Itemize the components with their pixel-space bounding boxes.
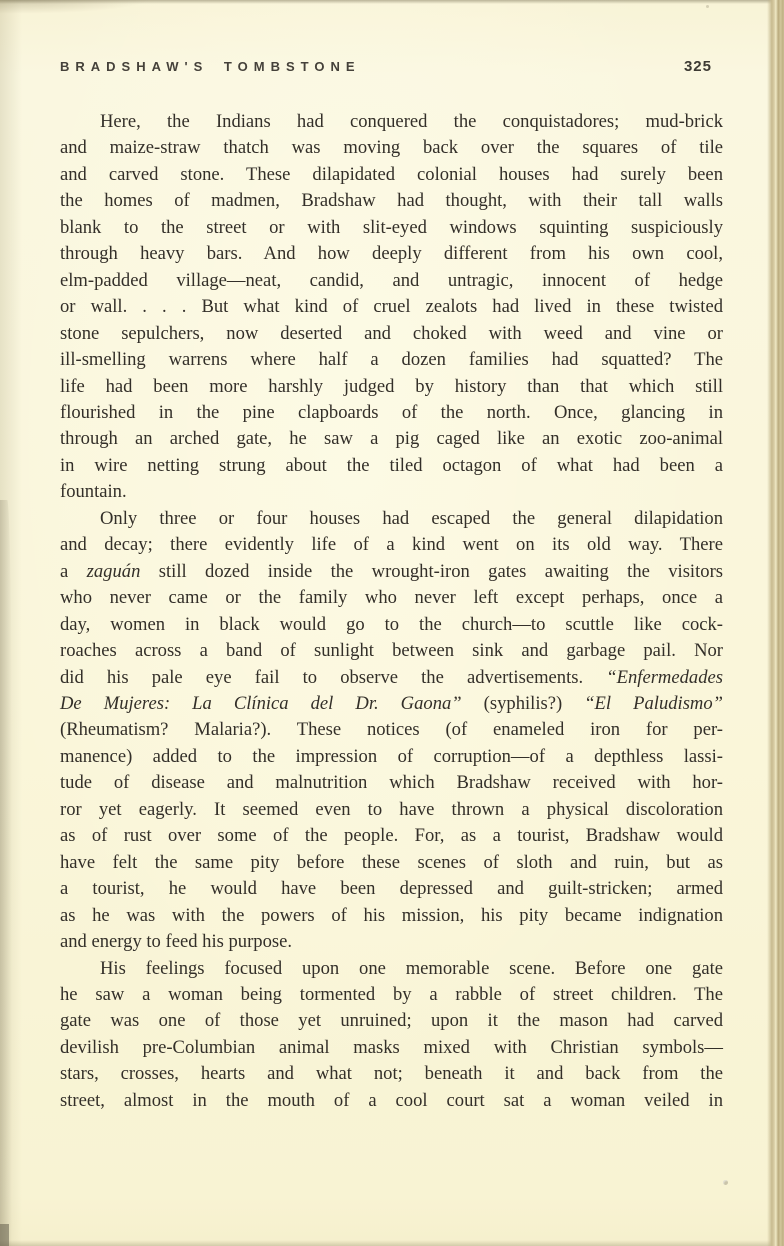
scan-speck bbox=[723, 1180, 728, 1185]
text-line bbox=[60, 744, 723, 770]
text-segment: and carved stone. These dilapidated colonial houses had surely been bbox=[60, 163, 723, 185]
text-line bbox=[60, 929, 723, 955]
text-segment: and decay; there evidently life of a kind went on its old way. There bbox=[60, 534, 723, 556]
text-line bbox=[60, 982, 723, 1008]
text-segment: and energy to feed his purpose. bbox=[60, 931, 293, 953]
text-segment: Here, the Indians had conquered the conquistadores; mud-brick bbox=[100, 111, 723, 132]
scan-speck bbox=[706, 5, 709, 8]
text-segment: fountain. bbox=[60, 481, 127, 503]
running-header bbox=[60, 58, 712, 75]
scan-corner-top-left bbox=[0, 0, 150, 14]
text-segment: Only three or four houses had escaped the general dilapidation bbox=[100, 507, 723, 529]
text-line bbox=[60, 559, 723, 585]
text-segment: flourished in the pine clapboards of the north. Once, glancing in bbox=[60, 401, 723, 423]
text-line bbox=[60, 109, 723, 135]
scan-edge-bottom bbox=[0, 1240, 784, 1246]
text-line bbox=[60, 612, 723, 638]
text-segment: manence) added to the impression of corruption—of a depthless lassi- bbox=[60, 745, 723, 767]
italic-text-segment: “Enfermedades bbox=[606, 666, 723, 688]
text-line bbox=[60, 294, 723, 320]
italic-text-segment: De Mujeres: La Clínica del Dr. Gaona” bbox=[60, 692, 462, 714]
text-line bbox=[60, 585, 723, 611]
text-segment: His feelings focused upon one memorable scene. Before one gate bbox=[100, 957, 723, 979]
text-segment: through an arched gate, he saw a pig caged like an exotic zoo-animal bbox=[60, 428, 723, 450]
text-line bbox=[60, 374, 723, 400]
page-edge-stripes bbox=[767, 0, 784, 1246]
text-segment: tude of disease and malnutrition which Bradshaw received with hor- bbox=[60, 772, 723, 794]
text-segment: through heavy bars. And how deeply different from his own cool, bbox=[60, 243, 723, 265]
text-segment: a tourist, he would have been depressed and guilt-stricken; armed bbox=[60, 878, 723, 900]
text-line bbox=[60, 188, 723, 214]
scan-edge-left-smudge bbox=[0, 500, 12, 1246]
text-segment: ror yet eagerly. It seemed even to have thrown a physical discoloration bbox=[60, 798, 723, 820]
text-segment: and maize-straw thatch was moving back over the squares of tile bbox=[60, 137, 723, 159]
text-line bbox=[60, 1035, 723, 1061]
text-segment: have felt the same pity before these scenes of sloth and ruin, but as bbox=[60, 851, 723, 873]
text-segment: ill-smelling warrens where half a dozen families had squatted? The bbox=[60, 349, 723, 371]
text-segment: the homes of madmen, Bradshaw had thought, with their tall walls bbox=[60, 190, 723, 212]
text-line bbox=[60, 691, 723, 717]
text-segment: day, women in black would go to the church—to scuttle like cock- bbox=[60, 613, 723, 635]
text-segment: (syphilis?) bbox=[461, 692, 585, 714]
text-line bbox=[60, 135, 723, 161]
italic-text-segment: zaguán bbox=[86, 560, 141, 582]
text-line bbox=[60, 506, 723, 532]
text-segment: roaches across a band of sunlight between sink and garbage pail. Nor bbox=[60, 640, 723, 662]
text-line bbox=[60, 797, 723, 823]
text-segment: as he was with the powers of his mission, his pity became indignation bbox=[60, 904, 723, 926]
text-segment: still dozed inside the wrought-iron gates awaiting the visitors bbox=[140, 560, 723, 582]
text-line bbox=[60, 479, 723, 505]
text-segment: did his pale eye fail to observe the advertisements. bbox=[60, 666, 607, 688]
text-segment: street, almost in the mouth of a cool court sat a woman veiled in bbox=[60, 1089, 723, 1111]
text-line bbox=[60, 665, 723, 691]
text-segment: devilish pre-Columbian animal masks mixed with Christian symbols— bbox=[60, 1036, 723, 1058]
text-segment: or wall. . . . But what kind of cruel zealots had lived in these twisted bbox=[60, 296, 723, 318]
text-segment: stone sepulchers, now deserted and choked with weed and vine or bbox=[60, 322, 723, 344]
text-line bbox=[60, 400, 723, 426]
text-segment: stars, crosses, hearts and what not; beneath it and back from the bbox=[60, 1063, 723, 1085]
paragraph bbox=[60, 109, 723, 506]
text-line bbox=[60, 638, 723, 664]
text-line bbox=[60, 532, 723, 558]
page-number: 325 bbox=[683, 58, 712, 75]
text-line bbox=[60, 268, 723, 294]
text-line bbox=[60, 876, 723, 902]
text-block bbox=[60, 109, 723, 1114]
scan-corner-bottom-left bbox=[0, 1224, 9, 1246]
text-line bbox=[60, 215, 723, 241]
text-line bbox=[60, 1088, 723, 1114]
paragraph bbox=[60, 506, 723, 956]
italic-text-segment: “El Paludismo” bbox=[584, 692, 724, 714]
text-segment: in wire netting strung about the tiled octagon of what had been a bbox=[60, 454, 723, 476]
text-segment: blank to the street or with slit-eyed windows squinting suspiciously bbox=[60, 216, 723, 238]
text-line bbox=[60, 453, 723, 479]
text-line bbox=[60, 162, 723, 188]
text-line bbox=[60, 1061, 723, 1087]
text-line bbox=[60, 321, 723, 347]
text-segment: elm-padded village—neat, candid, and untragic, innocent of hedge bbox=[60, 269, 723, 291]
text-line bbox=[60, 717, 723, 743]
text-line bbox=[60, 770, 723, 796]
text-line bbox=[60, 426, 723, 452]
text-segment: he saw a woman being tormented by a rabble of street children. The bbox=[60, 983, 723, 1005]
text-segment: (Rheumatism? Malaria?). These notices (of enameled iron for per- bbox=[60, 719, 723, 741]
text-segment: as of rust over some of the people. For, as a tourist, Bradshaw would bbox=[60, 825, 723, 847]
text-line bbox=[60, 823, 723, 849]
text-line bbox=[60, 850, 723, 876]
text-line bbox=[60, 347, 723, 373]
text-line bbox=[60, 956, 723, 982]
text-line bbox=[60, 241, 723, 267]
paragraph bbox=[60, 956, 723, 1115]
text-line bbox=[60, 903, 723, 929]
chapter-title: BRADSHAW'S TOMBSTONE bbox=[60, 59, 361, 74]
text-segment: life had been more harshly judged by history than that which still bbox=[60, 375, 723, 397]
text-segment: gate was one of those yet unruined; upon it the mason had carved bbox=[60, 1010, 723, 1032]
text-segment: who never came or the family who never left except perhaps, once a bbox=[60, 587, 723, 609]
text-segment: a bbox=[60, 560, 87, 582]
text-line bbox=[60, 1008, 723, 1034]
